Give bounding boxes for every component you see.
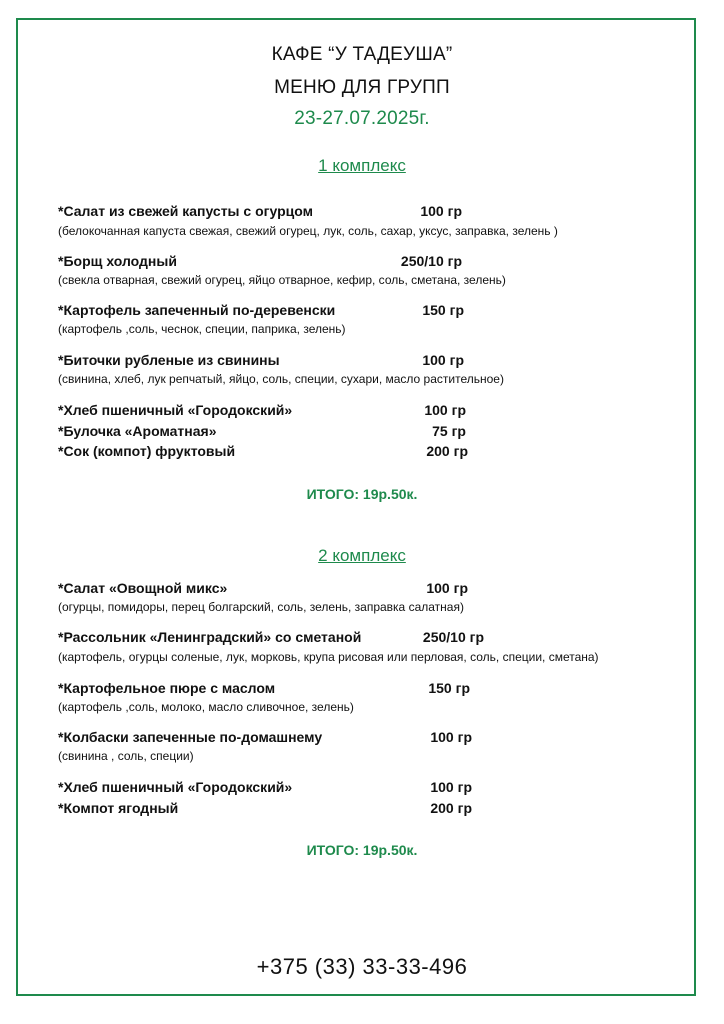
cafe-name: КАФЕ “У ТАДЕУША” bbox=[271, 44, 453, 65]
dish-name: *Рассольник «Ленинградский» со сметаной bbox=[58, 629, 362, 645]
dish-quantity: 100 гр bbox=[430, 779, 472, 795]
complex-1-title: 1 комплекс bbox=[318, 156, 406, 175]
dish-quantity: 250/10 гр bbox=[400, 253, 462, 269]
menu-dates: 23-27.07.2025г. bbox=[294, 108, 430, 129]
dish-quantity: 250/10 гр bbox=[422, 629, 484, 645]
dish-description: (свинина, хлеб, лук репчатый, яйцо, соль, специи, сухари, масло растительное) bbox=[58, 372, 504, 386]
dish-description: (картофель ,соль, чеснок, специи, паприка, зелень) bbox=[58, 322, 346, 336]
dish-quantity: 100 гр bbox=[424, 402, 466, 418]
complex-2-total: ИТОГО: 19р.50к. bbox=[306, 842, 418, 858]
dish-name: *Хлеб пшеничный «Городокский» bbox=[58, 402, 293, 418]
dish-quantity: 150 гр bbox=[422, 302, 464, 318]
dish-quantity: 100 гр bbox=[422, 352, 464, 368]
dish-quantity: 200 гр bbox=[430, 800, 472, 816]
dish-quantity: 75 гр bbox=[432, 423, 466, 439]
dish-name: *Салат «Овощной микс» bbox=[58, 580, 228, 596]
menu-subtitle: МЕНЮ ДЛЯ ГРУПП bbox=[274, 77, 450, 98]
dish-quantity: 100 гр bbox=[420, 203, 462, 219]
dish-name: *Компот ягодный bbox=[58, 800, 179, 816]
dish-description: (белокочанная капуста свежая, свежий огурец, лук, соль, сахар, уксус, заправка, зелень ) bbox=[58, 224, 558, 238]
dish-name: *Салат из свежей капусты с огурцом bbox=[58, 203, 313, 219]
dish-name: *Картофель запеченный по-деревенски bbox=[58, 302, 336, 318]
dish-name: *Картофельное пюре с маслом bbox=[58, 680, 276, 696]
dish-description: (свинина , соль, специи) bbox=[58, 749, 194, 763]
dish-description: (свекла отварная, свежий огурец, яйцо отварное, кефир, соль, сметана, зелень) bbox=[58, 273, 506, 287]
dish-name: *Хлеб пшеничный «Городокский» bbox=[58, 779, 293, 795]
complex-1-total: ИТОГО: 19р.50к. bbox=[306, 486, 418, 502]
dish-quantity: 200 гр bbox=[426, 443, 468, 459]
dish-description: (огурцы, помидоры, перец болгарский, соль, зелень, заправка салатная) bbox=[58, 600, 464, 614]
dish-quantity: 100 гр bbox=[426, 580, 468, 596]
dish-name: *Булочка «Ароматная» bbox=[58, 423, 217, 439]
dish-name: *Колбаски запеченные по-домашнему bbox=[58, 729, 323, 745]
dish-description: (картофель ,соль, молоко, масло сливочное, зелень) bbox=[58, 700, 354, 714]
dish-description: (картофель, огурцы соленые, лук, морковь, крупа рисовая или перловая, соль, специи, сметана) bbox=[58, 650, 599, 664]
complex-2-title: 2 комплекс bbox=[318, 546, 406, 565]
dish-quantity: 100 гр bbox=[430, 729, 472, 745]
dish-name: *Борщ холодный bbox=[58, 253, 177, 269]
dish-name: *Сок (компот) фруктовый bbox=[58, 443, 236, 459]
dish-name: *Биточки рубленые из свинины bbox=[58, 352, 280, 368]
phone-number: +375 (33) 33-33-496 bbox=[256, 954, 468, 979]
dish-quantity: 150 гр bbox=[428, 680, 470, 696]
